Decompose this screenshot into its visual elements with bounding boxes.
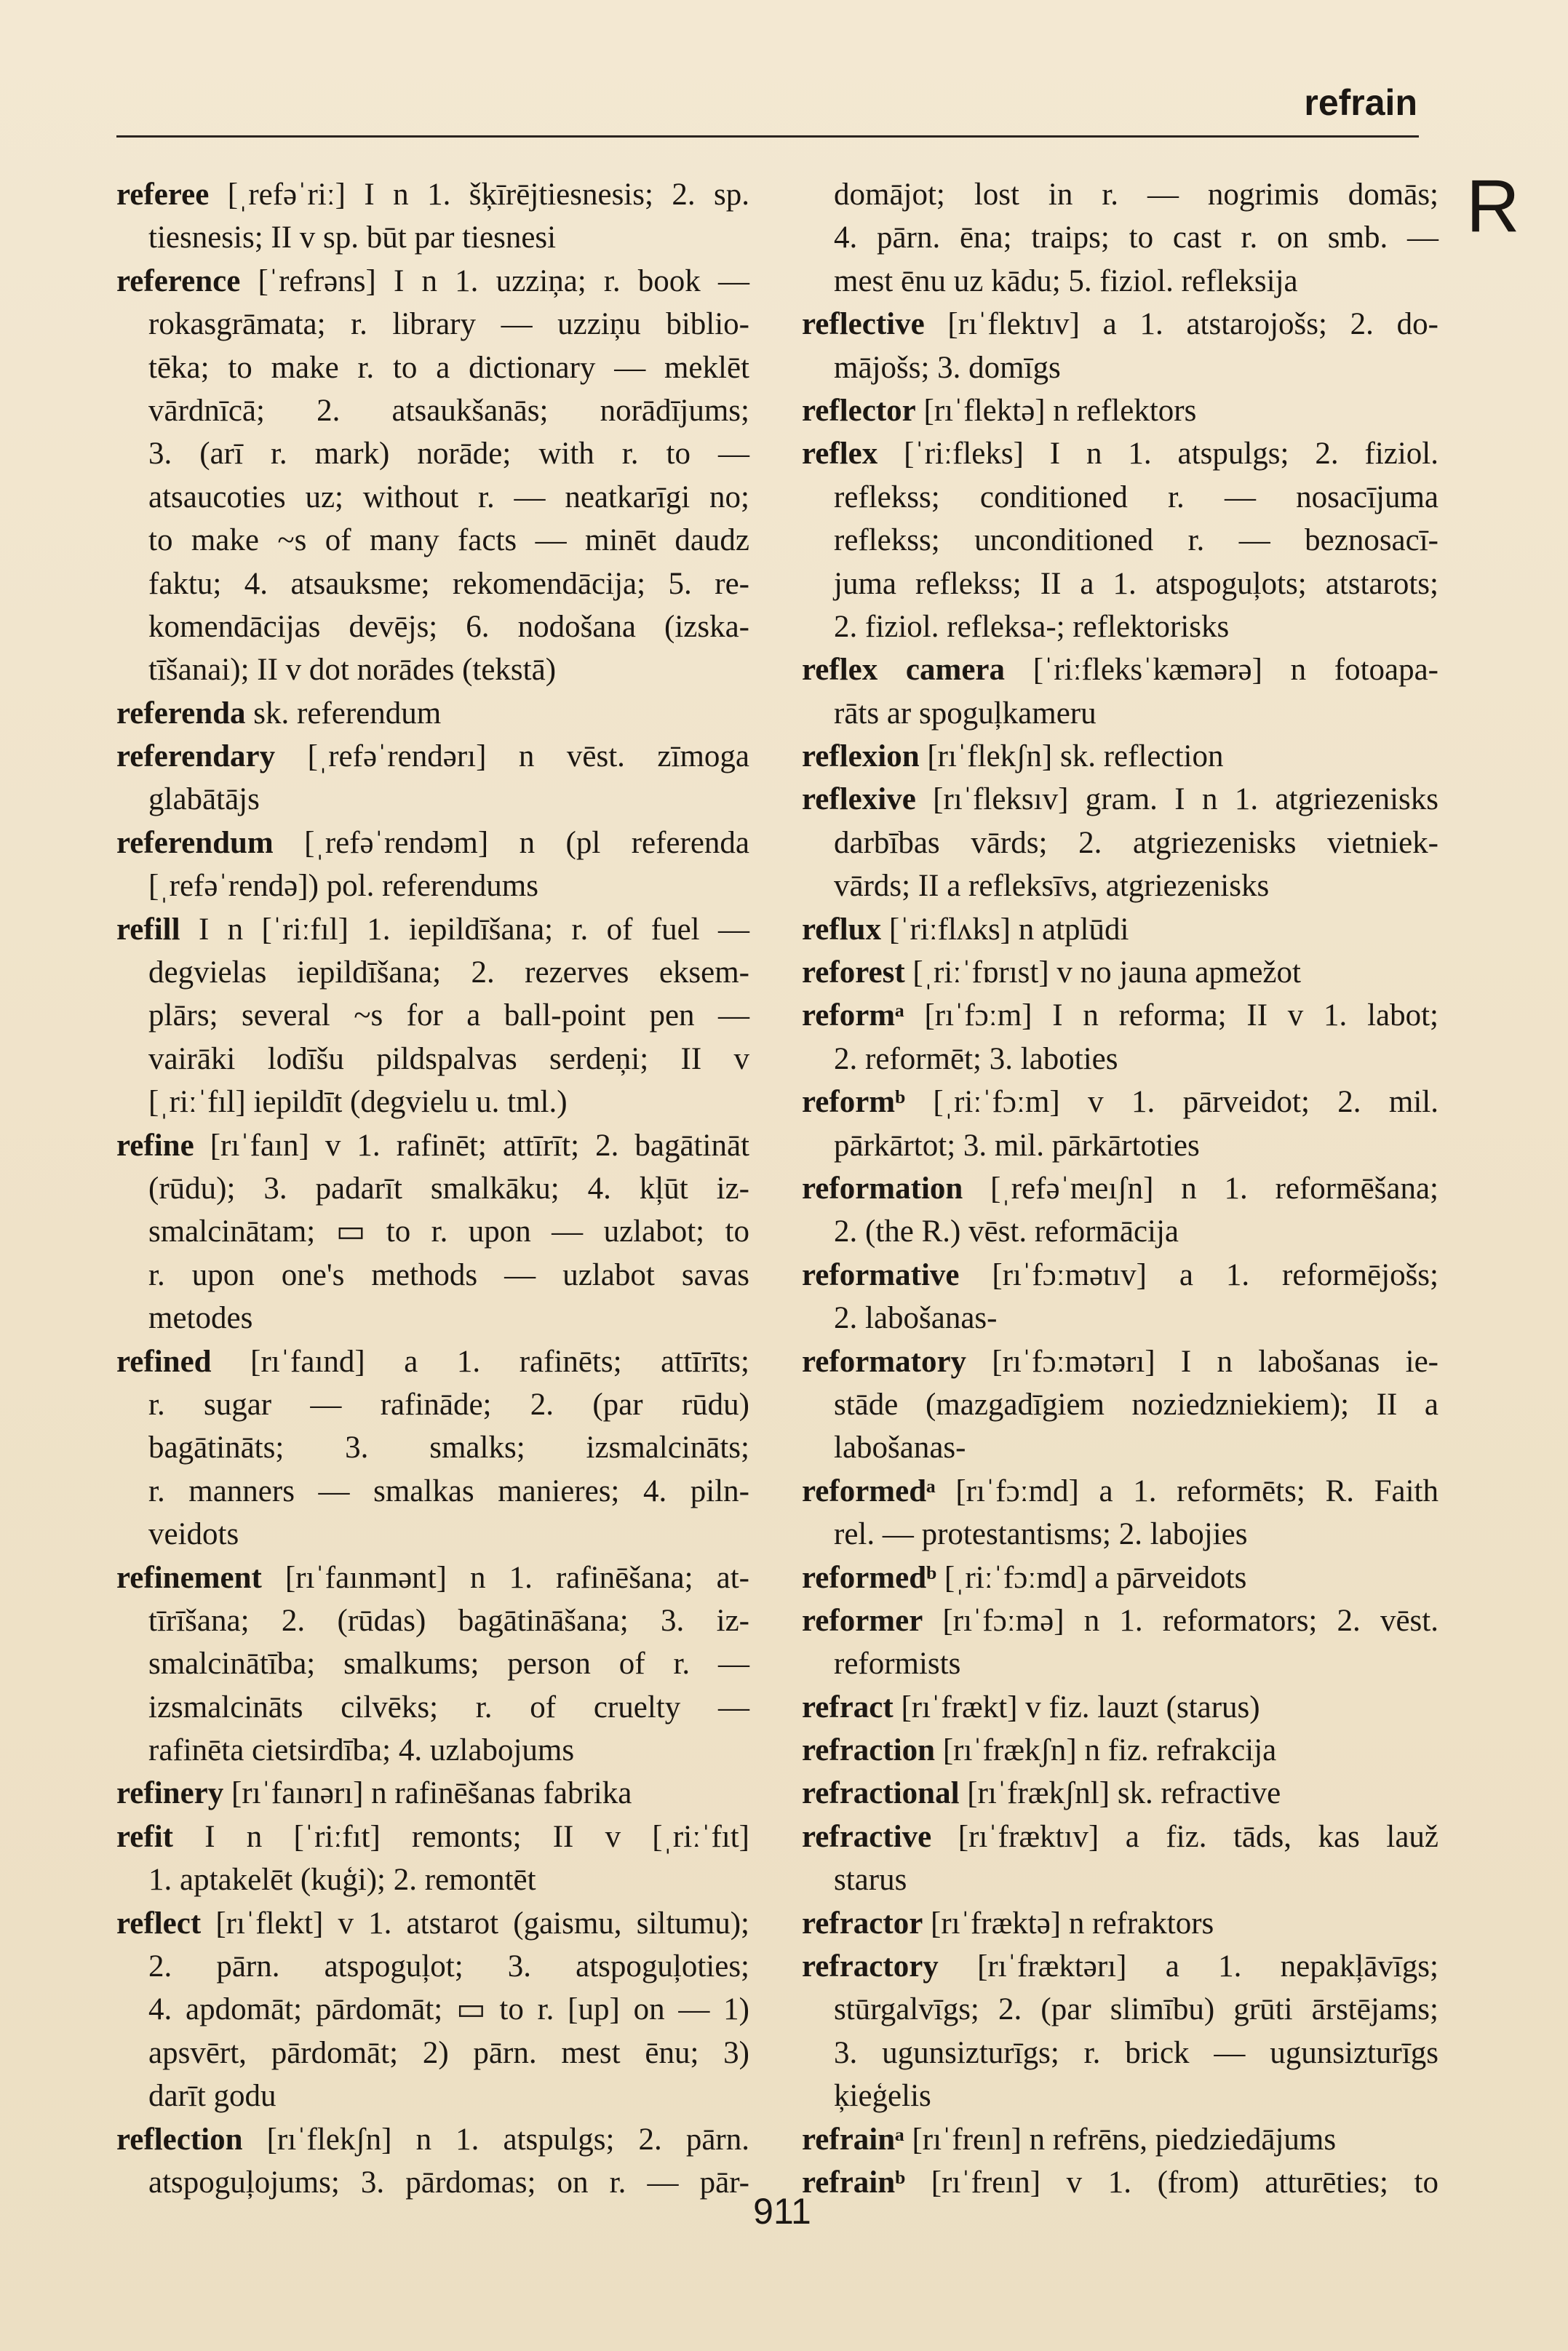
entry-line xyxy=(802,1081,1438,1123)
headword: refill xyxy=(116,912,180,947)
headword: reflexion xyxy=(802,739,920,774)
headword: refit xyxy=(116,1819,173,1854)
entry-continuation-line: smalcinātam; ▭ to r. upon — uzlabot; to xyxy=(148,1214,749,1249)
headword: reformᵇ xyxy=(802,1085,906,1120)
entry-text: [rıˈfaınmənt] n 1. rafinēšana; at- xyxy=(261,1560,749,1595)
entry-line xyxy=(802,1902,1438,1945)
entry-continuation-line: mest ēnu uz kādu; 5. fiziol. refleksija xyxy=(834,263,1298,298)
entry-text: [rıˈflektə] n reflektors xyxy=(915,393,1197,428)
headword: reference xyxy=(116,263,241,298)
entry-continuation-line: vārdnīcā; 2. atsaukšanās; norādījums; xyxy=(148,393,749,428)
header-rule xyxy=(116,135,1419,138)
headword: reflex camera xyxy=(802,653,1006,688)
entry-text: [rıˈfaınərı] n rafinēšanas fabrika xyxy=(223,1776,632,1811)
entry-continuation-line: metodes xyxy=(148,1301,253,1336)
entry-text: [rıˈfleksıv] gram. I n 1. atgriezenisks xyxy=(915,782,1438,817)
entry-continuation-line: starus xyxy=(834,1863,907,1898)
entry-continuation-line: atspoguļojums; 3. pārdomas; on r. — pār- xyxy=(148,2165,749,2200)
entry-text: [rıˈflekt] v 1. atstarot (gaismu, siltumu); xyxy=(201,1906,749,1941)
entry-line xyxy=(802,2118,1438,2161)
entry-text: [rıˈfɔːm] I n reforma; II v 1. labot; xyxy=(904,998,1438,1033)
entry-line xyxy=(802,1772,1438,1815)
headword: refraction xyxy=(802,1733,936,1768)
entry-text: [rıˈfrækt] v fiz. lauzt (starus) xyxy=(893,1690,1260,1725)
headword: reformedᵇ xyxy=(802,1560,937,1595)
headword: reflexive xyxy=(802,782,916,817)
entry-text: [ˌriːˈfɔːm] v 1. pārveidot; 2. mil. xyxy=(905,1085,1438,1120)
entry-continuation-line: veidots xyxy=(148,1517,239,1552)
entry-continuation-line: to make ~s of many facts — minēt daudz xyxy=(148,523,749,558)
entry-continuation-line: vārds; II a refleksīvs, atgriezenisks xyxy=(834,869,1270,904)
headword: reflux xyxy=(802,912,882,947)
entry-continuation-line: labošanas- xyxy=(834,1431,966,1465)
entry-continuation-line: bagātināts; 3. smalks; izsmalcināts; xyxy=(148,1431,749,1465)
headword: reflector xyxy=(802,393,916,428)
page-number: 911 xyxy=(753,2191,811,2232)
entry-line xyxy=(802,1254,1438,1297)
entry-continuation-line: tīšanai); II v dot norādes (tekstā) xyxy=(148,653,557,688)
headword: refractive xyxy=(802,1819,932,1854)
entry-continuation-line: pārkārtot; 3. mil. pārkārtoties xyxy=(834,1128,1200,1163)
entry-continuation-line: 1. aptakelēt (kuģi); 2. remontēt xyxy=(148,1863,536,1898)
entry-text: [rıˈfɔːmətıv] a 1. reformējošs; xyxy=(959,1257,1438,1292)
entry-continuation-line: r. upon one's methods — uzlabot savas xyxy=(148,1257,749,1292)
entry-text: [ˈriːfleks] I n 1. atspulgs; 2. fiziol. xyxy=(877,437,1438,472)
entry-text: [rıˈfɔːmətərı] I n labošanas ie- xyxy=(966,1344,1438,1379)
entry-text: sk. referendum xyxy=(245,696,442,731)
entry-line xyxy=(802,951,1438,994)
entry-continuation-line: tiesnesis; II v sp. būt par tiesnesi xyxy=(148,220,557,255)
headword: refrainᵃ xyxy=(802,2122,904,2157)
headword: refinement xyxy=(116,1560,262,1595)
entry-line xyxy=(116,692,749,735)
entry-line xyxy=(802,648,1438,691)
headword: referenda xyxy=(116,696,246,731)
entry-continuation-line: tīrīšana; 2. (rūdas) bagātināšana; 3. iz- xyxy=(148,1603,749,1638)
right-column xyxy=(802,173,1438,2204)
headword: reformation xyxy=(802,1171,963,1206)
entry-text: [rıˈfɔːmd] a 1. reformēts; R. Faith xyxy=(935,1473,1438,1508)
headword: referendum xyxy=(116,825,274,860)
headword: reformative xyxy=(802,1257,960,1292)
entry-line xyxy=(116,908,749,951)
thumb-index-letter: R xyxy=(1466,164,1520,247)
entry-continuation-line: reformists xyxy=(834,1647,961,1682)
headword: referee xyxy=(116,178,210,212)
entry-line xyxy=(802,1167,1438,1210)
entry-continuation-line: 4. pārn. ēna; traips; to cast r. on smb. — xyxy=(834,220,1438,255)
entry-continuation-line: reflekss; unconditioned r. — beznosacī- xyxy=(834,523,1438,558)
entry-continuation-line: mājošs; 3. domīgs xyxy=(834,350,1061,385)
entry-continuation-line: ķieģelis xyxy=(834,2079,931,2114)
headword: reflection xyxy=(116,2122,243,2157)
entry-continuation-line: tēka; to make r. to a dictionary — meklēt xyxy=(148,350,749,385)
entry-text: [ˌrefəˈriː] I n 1. šķīrējtiesnesis; 2. sp. xyxy=(209,178,749,212)
entry-text: [rıˈfɔːmə] n 1. reformators; 2. vēst. xyxy=(923,1603,1438,1638)
entry-line xyxy=(116,1902,749,1945)
entry-continuation-line: reflekss; conditioned r. — nosacījuma xyxy=(834,480,1438,514)
entry-text: [rıˈfreın] v 1. (from) atturēties; to xyxy=(905,2165,1438,2200)
entry-line xyxy=(802,303,1438,346)
entry-continuation-line: juma reflekss; II a 1. atspoguļots; atstarots; xyxy=(834,566,1438,601)
entry-line xyxy=(116,173,749,216)
entry-continuation-line: glabātājs xyxy=(148,782,260,817)
entry-text: [rıˈfaın] v 1. rafinēt; attīrīt; 2. bagātināt xyxy=(194,1128,749,1163)
entry-continuation-line: domājot; lost in r. — nogrimis domās; xyxy=(834,178,1438,212)
entry-line xyxy=(116,1124,749,1167)
entry-line xyxy=(802,1599,1438,1642)
headword: reformedᵃ xyxy=(802,1473,936,1508)
entry-continuation-line: rafinēta cietsirdība; 4. uzlabojums xyxy=(148,1733,575,1768)
entry-line xyxy=(116,1772,749,1815)
entry-line xyxy=(116,735,749,778)
entry-continuation-line: r. manners — smalkas manieres; 4. piln- xyxy=(148,1473,749,1508)
entry-text: [ˌriːˈfɒrıst] v no jauna apmežot xyxy=(904,955,1301,990)
entry-line xyxy=(802,1686,1438,1729)
entry-continuation-line: 2. pārn. atspoguļot; 3. atspoguļoties; xyxy=(148,1949,749,1984)
entry-continuation-line: 2. (the R.) vēst. reformācija xyxy=(834,1214,1179,1249)
entry-continuation-line: [ˌrefəˈrendə]) pol. referendums xyxy=(148,869,538,904)
entry-text: [rıˈflekʃn] sk. reflection xyxy=(919,739,1224,774)
left-column xyxy=(116,173,749,2204)
entry-line xyxy=(802,778,1438,821)
entry-line xyxy=(802,1470,1438,1513)
entry-text: I n [ˈriːfıl] 1. iepildīšana; r. of fuel — xyxy=(180,912,749,947)
entry-continuation-line: plārs; several ~s for a ball-point pen — xyxy=(148,998,749,1033)
headword: refinery xyxy=(116,1776,224,1811)
entry-continuation-line: komendācijas devējs; 6. nodošana (izska- xyxy=(148,609,749,644)
headword: refined xyxy=(116,1344,212,1379)
entry-continuation-line: stūrgalvīgs; 2. (par slimību) grūti ārstējams; xyxy=(834,1992,1438,2027)
entry-text: [rıˈfrækʃn] n fiz. refrakcija xyxy=(935,1733,1277,1768)
entry-continuation-line: 2. reformēt; 3. laboties xyxy=(834,1041,1118,1076)
entry-line xyxy=(802,908,1438,951)
headword: refine xyxy=(116,1128,194,1163)
entry-line xyxy=(802,1815,1438,1858)
entry-text: [rıˈfrækʃnl] sk. refractive xyxy=(959,1776,1281,1811)
entry-text: [rıˈfræktərı] a 1. nepakļāvīgs; xyxy=(938,1949,1438,1984)
entry-text: [ˌrefəˈmeıʃn] n 1. reformēšana; xyxy=(963,1171,1438,1206)
entry-text: [ˌriːˈfɔːmd] a pārveidots xyxy=(936,1560,1247,1595)
headword: refractory xyxy=(802,1949,939,1984)
headword: refractor xyxy=(802,1906,923,1941)
entry-continuation-line: r. sugar — rafināde; 2. (par rūdu) xyxy=(148,1387,749,1422)
entry-text: I n [ˈriːfıt] remonts; II v [ˌriːˈfıt] xyxy=(172,1819,749,1854)
entry-continuation-line: 2. fiziol. refleksa-; reflektorisks xyxy=(834,609,1230,644)
entry-continuation-line: [ˌriːˈfıl] iepildīt (degvielu u. tml.) xyxy=(148,1085,568,1120)
entry-continuation-line: darbības vārds; 2. atgriezenisks vietniek- xyxy=(834,825,1438,860)
entry-continuation-line: rāts ar spoguļkameru xyxy=(834,696,1097,731)
entry-continuation-line: izsmalcināts cilvēks; r. of cruelty — xyxy=(148,1690,749,1725)
entry-continuation-line: 3. ugunsizturīgs; r. brick — ugunsizturīgs xyxy=(834,2035,1438,2070)
headword: refract xyxy=(802,1690,894,1725)
headword: reflective xyxy=(802,307,925,342)
entry-line xyxy=(802,1556,1438,1599)
entry-line xyxy=(116,260,749,303)
entry-line xyxy=(116,1556,749,1599)
headword: reformᵃ xyxy=(802,998,904,1033)
entry-continuation-line: rokasgrāmata; r. library — uzziņu biblio- xyxy=(148,307,749,342)
entry-continuation-line: atsaucoties uz; without r. — neatkarīgi no; xyxy=(148,480,749,514)
entry-line xyxy=(802,1729,1438,1772)
headword: refractional xyxy=(802,1776,960,1811)
entry-continuation-line: faktu; 4. atsauksme; rekomendācija; 5. re- xyxy=(148,566,749,601)
entry-line xyxy=(116,2118,749,2161)
entry-line xyxy=(802,2161,1438,2204)
headword: refrainᵇ xyxy=(802,2165,906,2200)
entry-text: [ˈrefrəns] I n 1. uzziņa; r. book — xyxy=(240,263,749,298)
entry-text: [ˌrefəˈrendəm] n (pl referenda xyxy=(273,825,749,860)
entry-continuation-line: smalcinātība; smalkums; person of r. — xyxy=(148,1647,749,1682)
entry-text: [rıˈflekʃn] n 1. atspulgs; 2. pārn. xyxy=(242,2122,749,2157)
entry-text: [rıˈfræktıv] a fiz. tāds, kas lauž xyxy=(931,1819,1438,1854)
entry-line xyxy=(116,1815,749,1858)
entry-continuation-line: vairāki lodīšu pildspalvas serdeņi; II v xyxy=(148,1041,749,1076)
entry-text: [ˈriːflʌks] n atplūdi xyxy=(881,912,1129,947)
entry-continuation-line: stāde (mazgadīgiem noziedzniekiem); II a xyxy=(834,1387,1438,1422)
entry-continuation-line: rel. — protestantisms; 2. labojies xyxy=(834,1517,1248,1552)
entry-text: [rıˈfreın] n refrēns, piedziedājums xyxy=(904,2122,1337,2157)
headword: referendary xyxy=(116,739,276,774)
entry-text: [rıˈfaınd] a 1. rafinēts; attīrīts; xyxy=(211,1344,749,1379)
entry-text: [ˈriːfleksˈkæmərə] n fotoapa- xyxy=(1005,653,1439,688)
entry-line xyxy=(802,389,1438,432)
entry-continuation-line: apsvērt, pārdomāt; 2) pārn. mest ēnu; 3) xyxy=(148,2035,749,2070)
entry-line xyxy=(116,822,749,864)
entry-continuation-line: 4. apdomāt; pārdomāt; ▭ to r. [up] on — 1) xyxy=(148,1992,749,2027)
entry-text: [rıˈflektıv] a 1. atstarojošs; 2. do- xyxy=(924,307,1438,342)
entry-continuation-line: darīt godu xyxy=(148,2079,276,2114)
entry-continuation-line: degvielas iepildīšana; 2. rezerves eksem- xyxy=(148,955,749,990)
headword: reformatory xyxy=(802,1344,967,1379)
entry-line xyxy=(802,994,1438,1037)
entry-text: [ˌrefəˈrendərı] n vēst. zīmoga xyxy=(275,739,749,774)
headword: reforest xyxy=(802,955,905,990)
headword: reflex xyxy=(802,437,878,472)
entry-continuation-line: 2. labošanas- xyxy=(834,1301,998,1336)
headword: reformer xyxy=(802,1603,923,1638)
entry-continuation-line: 3. (arī r. mark) norāde; with r. to — xyxy=(148,437,749,472)
entry-line xyxy=(802,1340,1438,1383)
running-head: refrain xyxy=(1304,82,1417,123)
entry-line xyxy=(802,1945,1438,1988)
entry-line xyxy=(802,735,1438,778)
entry-text: [rıˈfræktə] n refraktors xyxy=(923,1906,1214,1941)
entry-line xyxy=(802,432,1438,475)
entry-line xyxy=(116,1340,749,1383)
headword: reflect xyxy=(116,1906,202,1941)
entry-continuation-line: (rūdu); 3. padarīt smalkāku; 4. kļūt iz- xyxy=(148,1171,749,1206)
